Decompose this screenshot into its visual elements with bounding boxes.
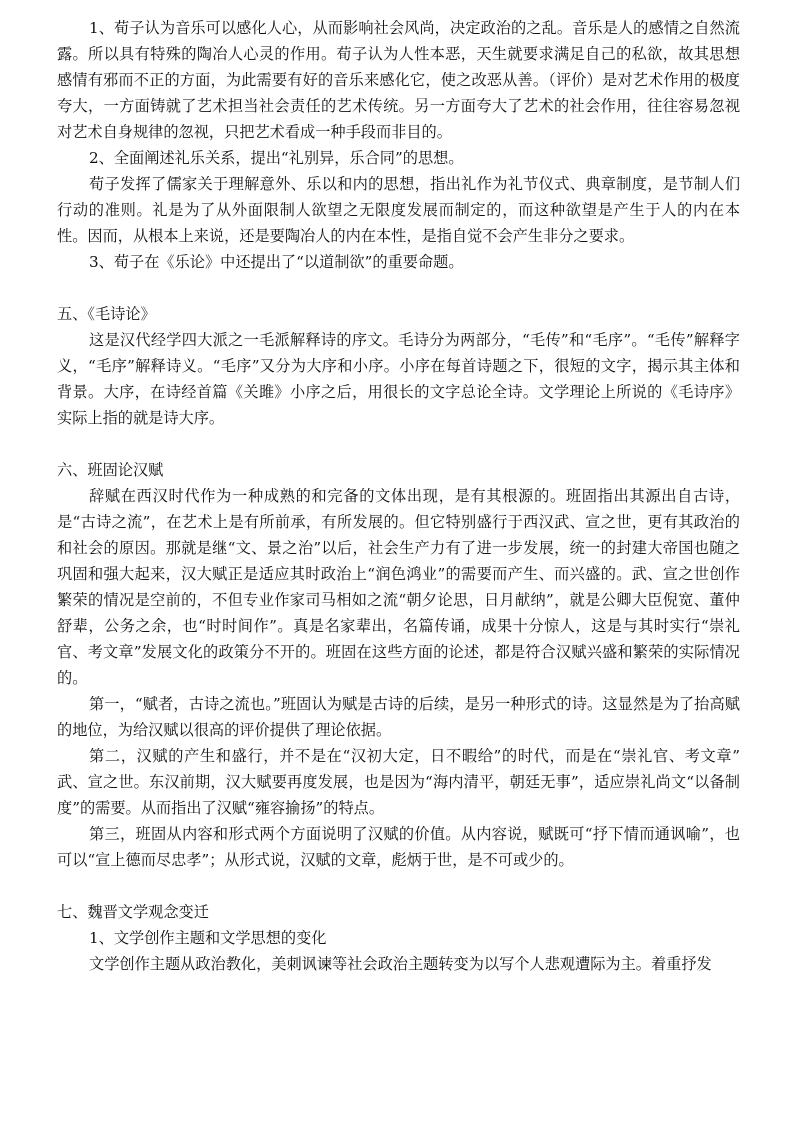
paragraph-point-three: 第三，班固从内容和形式两个方面说明了汉赋的价值。从内容说，赋既可“抒下情而通讽喻”，也可以“宣上德而尽忠孝”；从形式说，汉赋的文章，彪炳于世，是不可或少的。 (57, 825, 740, 869)
section-heading-bangu-hanfu: 六、班固论汉赋 (57, 461, 164, 479)
paragraph-li-yue-explanation: 荀子发挥了儒家关于理解意外、乐以和内的思想，指出礼作为礼节仪式、典章制度，是节制人们行动的准则。礼是为了从外面限制人欲望之无限度发展而制定的，而这种欲望是产生于人的内在本性。因而，从根本上来说，还是要陶冶人的内在本性，是指自觉不会产生非分之要求。 (57, 175, 740, 245)
document-body (57, 15, 740, 977)
paragraph-yuelun-proposition: 3、荀子在《乐论》中还提出了“以道制欲”的重要命题。 (89, 253, 464, 271)
paragraph-point-one: 第一，“赋者，古诗之流也。”班固认为赋是古诗的后续，是另一种形式的诗。这显然是为了抬高赋的地位，为给汉赋以很高的评价提供了理论依据。 (57, 695, 740, 739)
section-heading-maoshi: 五、《毛诗论》 (57, 305, 156, 323)
section-heading-weijin: 七、魏晋文学观念变迁 (57, 903, 209, 921)
paragraph-theme-change: 文学创作主题从政治教化，美刺讽谏等社会政治主题转变为以写个人悲观遭际为主。着重抒发 (89, 955, 712, 973)
paragraph-point-two: 第二，汉赋的产生和盛行，并不是在“汉初大定，日不暇给”的时代，而是在“崇礼官、考文章” 武、宣之世。东汉前期，汉大赋要再度发展，也是因为“海内清平，朝廷无事”，适应崇礼尚文“以备制度”的需要。从而指出了汉赋“雍容揄扬”的特点。 (57, 747, 740, 817)
paragraph-maoshi-intro: 这是汉代经学四大派之一毛派解释诗的序文。毛诗分为两部分，“毛传”和“毛序”。“毛传”解释字义，“毛序”解释诗义。“毛序”又分为大序和小序。小序在每首诗题之下，很短的文字，揭示其主体和背景。大序，在诗经首篇《关雎》小序之后，用很长的文字总论全诗。文学理论上所说的《毛诗序》实际上指的就是诗大序。 (57, 331, 740, 427)
spacer (57, 873, 740, 899)
spacer (57, 431, 740, 457)
paragraph-xunzi-music-influence: 1、荀子认为音乐可以感化人心，从而影响社会风尚，决定政治的之乱。音乐是人的感情之自然流露。所以具有特殊的陶冶人心灵的作用。荀子认为人性本恶，天生就要求满足自己的私欲，故其思想感情有邪而不正的方面，为此需要有好的音乐来感化它，使之改恶从善。（评价）是对艺术作用的极度夸大，一方面铸就了艺术担当社会责任的艺术传统。另一方面夸大了艺术的社会作用，往往容易忽视对艺术自身规律的忽视，只把艺术看成一种手段而非目的。 (57, 19, 740, 141)
paragraph-hanfu-origin: 辞赋在西汉时代作为一种成熟的和完备的文体出现，是有其根源的。班固指出其源出自古诗，是“古诗之流”，在艺术上是有所前承，有所发展的。但它特别盛行于西汉武、宣之世，更有其政治的和社会的原因。那就是继“文、景之治”以后，社会生产力有了进一步发展，统一的封建大帝国也随之巩固和强大起来，汉大赋正是适应其时政治上“润色鸿业”的需要而产生、而兴盛的。武、宣之世创作繁荣的情况是空前的，不但专业作家司马相如之流“朝夕论思，日月献纳”，就是公卿大臣倪宽、董仲舒辈，公务之余，也“时时间作”。真是名家辈出，名篇传诵，成果十分惊人，这是与其时实行“崇礼官、考文章”发展文化的政策分不开的。班固在这些方面的论述，都是符合汉赋兴盛和繁荣的实际情况的。 (57, 487, 740, 687)
paragraph-li-yue-relation: 2、全面阐述礼乐关系，提出“礼别异，乐合同”的思想。 (89, 149, 464, 167)
spacer (57, 275, 740, 301)
subheading-theme-change: 1、文学创作主题和文学思想的变化 (89, 929, 327, 947)
